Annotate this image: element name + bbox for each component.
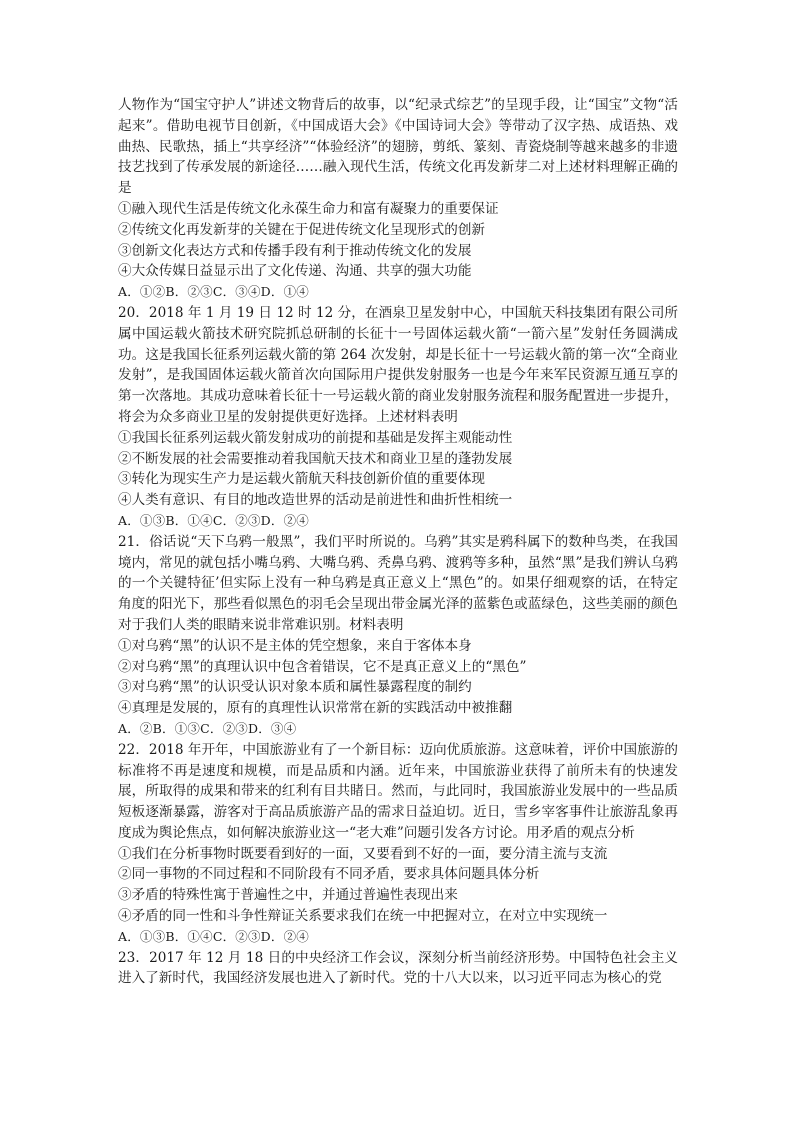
question-stem: 21．俗话说“天下乌鸦一般黑”，我们平时所说的。乌鸦”其实是鸦科属下的数种鸟类，在我国境内，常见的就包括小嘴乌鸦、大嘴乌鸦、秃鼻乌鸦、渡鸦等多种，虽然“黑”是我们辨认乌鸦的一个关键特征’但实际上没有一种乌鸦是真正意义上“黑色”的。如果仔细观察的话，在特定角度的阳光下，那些看似黑色的羽毛会呈现出带金属光泽的蓝紫色或蓝绿色，这些美丽的颜色对于我们人类的眼睛来说非常难识别。材料表明 [118,533,678,633]
question-20 [118,303,678,532]
option-1: ①我国长征系列运载火箭发射成功的前提和基础是发挥主观能动性 [118,429,513,446]
option-2: ②不断发展的社会需要推动着我国航天技术和商业卫星的蓬勃发展 [118,450,513,467]
question-21 [118,532,678,740]
option-2: ②传统文化再发新芽的关键在于促进传统文化呈现形式的创新 [118,221,486,238]
option-4: ④人类有意识、有目的地改造世界的活动是前进性和曲折性相统一 [118,492,513,509]
option-4: ④大众传媒日益显示出了文化传递、沟通、共享的强大功能 [118,263,472,280]
option-1: ①我们在分析事物时既要看到好的一面，又要看到不好的一面，要分清主流与支流 [118,845,608,862]
option-4: ④矛盾的同一性和斗争性辩证关系要求我们在统一中把握对立，在对立中实现统一 [118,908,608,925]
question-19 [118,95,678,303]
question-stem: 人物作为“国宝守护人”讲述文物背后的故事，以“纪录式综艺”的呈现手段，让“国宝”文物“活起来”。借助电视节目创新，《中国成语大会》《中国诗词大会》等带动了汉字热、成语热、戏曲热、民歌热，插上“共享经济”“体验经济”的翅膀，剪纸、篆刻、青瓷烧制等越来越多的非遗技艺找到了传承发展的新途径……融入现代生活，传统文化再发新芽二对上述材料理解正确的是 [118,97,678,197]
question-stem: 23．2017 年 12 月 18 日的中央经济工作会议，深刻分析当前经济形势。中国特色社会主义进入了新时代，我国经济发展也进入了新时代。党的十八大以来，以习近平同志为核心的党 [118,949,678,987]
option-2: ②对乌鸦“黑”的真理认识中包含着错误，它不是真正意义上的“黑色” [118,658,527,675]
question-23 [118,948,678,990]
option-3: ③转化为现实生产力是运载火箭航天科技创新价值的重要体现 [118,471,486,488]
option-2: ②同一事物的不同过程和不同阶段有不同矛盾，要求具体问题具体分析 [118,866,540,883]
option-3: ③创新文化表达方式和传播手段有利于推动传统文化的发展 [118,242,472,259]
option-3: ③对乌鸦“黑”的认识受认识对象本质和属性暴露程度的制约 [118,679,472,696]
answer-choices: A．①③B．①④C．②③D．②④ [118,512,309,528]
answer-choices: A．①③B．①④C．②③D．②④ [118,928,309,944]
answer-choices: A．①②B．②③C．③④D．①④ [118,284,309,300]
question-22 [118,740,678,948]
option-3: ③矛盾的特殊性寓于普遍性之中，并通过普遍性表现出来 [118,887,458,904]
question-stem: 20．2018 年 1 月 19 日 12 时 12 分，在酒泉卫星发射中心，中国航天科技集团有限公司所属中国运载火箭技术研究院抓总研制的长征十一号固体运载火箭“一箭六星”发射任务圆满成功。这是我国长征系列运载火箭的第 264 次发射，却是长征十一号运载火箭的第一次“全商业发射”，是我国固体运载火箭首次向国际用户提供发射服务一也是今年来军民资源互通互享的第一次落地。其成功意味着长征十一号运载火箭的商业发射服务流程和服务配置进一步提升，将会为众多商业卫星的发射提供更好选择。上述材料表明 [118,304,678,425]
document-page [118,95,678,989]
option-4: ④真理是发展的，原有的真理性认识常常在新的实践活动中被推翻 [118,700,513,717]
question-stem: 22．2018 年开年，中国旅游业有了一个新目标：迈向优质旅游。这意味着，评价中国旅游的标准将不再是速度和规模，而是品质和内涵。近年来，中国旅游业获得了前所未有的快速发展，所取得的成果和带来的红利有目共睹日。然而，与此同时，我国旅游业发展中的一些品质短板逐渐暴露，游客对于高品质旅游产品的需求日益迫切。近日，雪乡宰客事件让旅游乱象再度成为舆论焦点，如何解决旅游业这一“老大难”问题引发各方讨论。用矛盾的观点分析 [118,741,678,841]
option-1: ①融入现代生活是传统文化永葆生命力和富有凝聚力的重要保证 [118,200,499,217]
option-1: ①对乌鸦“黑”的认识不是主体的凭空想象，来自于客体本身 [118,637,472,654]
answer-choices: A．②B．①③C．②③D．③④ [118,720,297,736]
